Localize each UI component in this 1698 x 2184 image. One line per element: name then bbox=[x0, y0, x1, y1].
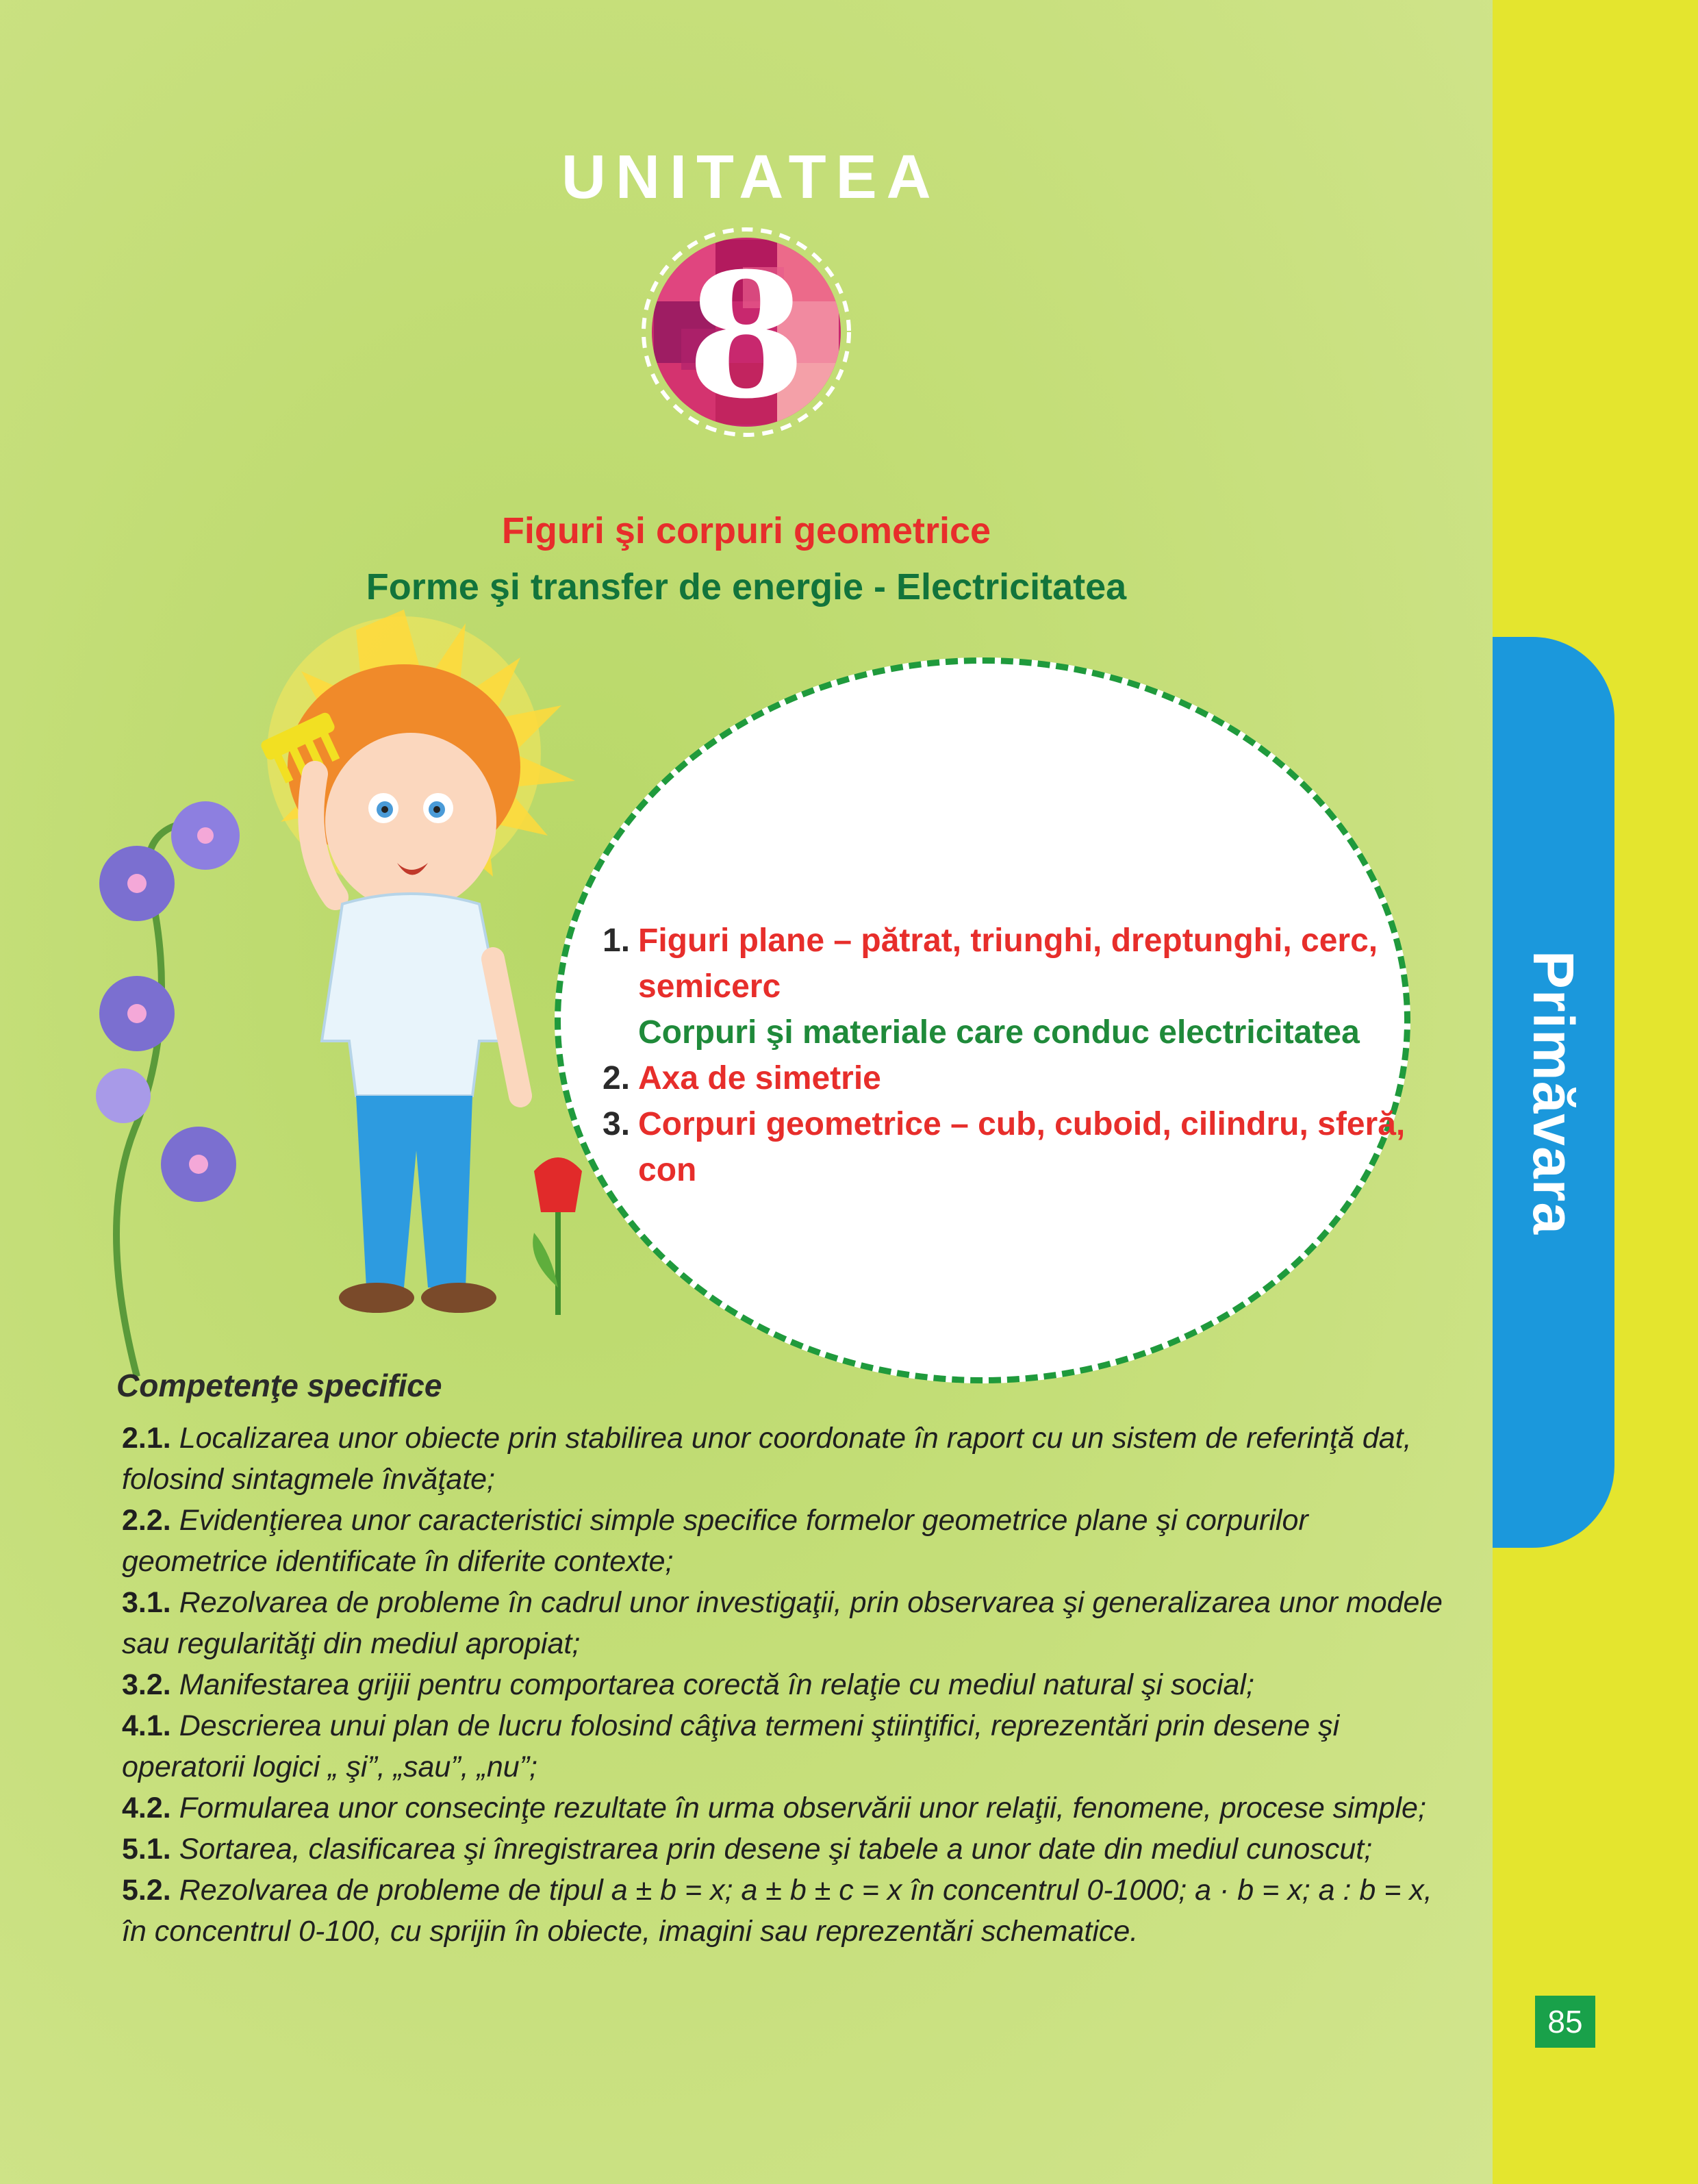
unit-number-badge bbox=[640, 226, 852, 438]
jeans bbox=[356, 1096, 472, 1288]
competence-item bbox=[122, 1787, 1457, 1829]
left-shoe bbox=[339, 1283, 414, 1313]
competence-text: Rezolvarea de probleme în cadrul unor investigaţii, prin observarea şi generalizarea unor modele sau regularităţi din mediul apropiat; bbox=[122, 1586, 1443, 1660]
competence-text: Sortarea, clasificarea şi înregistrarea prin desene şi tabele a unor date din mediul cunoscut; bbox=[179, 1833, 1373, 1866]
unit-number: 8 bbox=[687, 235, 806, 436]
competences-list bbox=[122, 1418, 1457, 1952]
title-math: Figuri şi corpuri geometrice bbox=[501, 510, 991, 551]
lesson-item-2 bbox=[603, 1055, 1410, 1101]
lower-arm bbox=[493, 959, 520, 1096]
competence-code: 3.2. bbox=[122, 1668, 171, 1701]
competence-code: 3.1. bbox=[122, 1586, 171, 1619]
competence-code: 4.2. bbox=[122, 1792, 171, 1824]
competence-text: Descrierea unui plan de lucru folosind câţiva termeni ştiinţifici, reprezentări prin desene şi operatorii logici „ şi”, „sau”, „nu”; bbox=[122, 1709, 1340, 1783]
competence-text: Evidenţierea unor caracteristici simple specifice formelor geometrice plane şi corpurilor geometrice identificate în diferite contexte; bbox=[122, 1504, 1308, 1578]
face bbox=[325, 733, 496, 911]
morning-glory-flowers bbox=[96, 801, 240, 1202]
competence-text: Rezolvarea de probleme de tipul a ± b = x; a ± b ± c = x în concentrul 0-1000; a · b = x; a : b = x, în concentrul 0-100, cu sprijin în obiecte, imagini sau reprezentări schematice. bbox=[122, 1874, 1432, 1948]
competence-item bbox=[122, 1418, 1457, 1500]
title-science: Forme şi transfer de energie - Electricitatea bbox=[366, 566, 1127, 607]
side-tab-label-wrap bbox=[1493, 637, 1614, 1548]
lesson-number: 1. bbox=[603, 922, 631, 959]
competence-text: Manifestarea grijii pentru comportarea corectă în relaţie cu mediul natural şi social; bbox=[179, 1668, 1254, 1701]
tulip-flower bbox=[533, 1157, 582, 1315]
competence-item bbox=[122, 1500, 1457, 1582]
competence-text: Localizarea unor obiecte prin stabilirea unor coordonate în raport cu un sistem de referinţă dat, folosind sintagmele învăţate; bbox=[122, 1422, 1412, 1496]
competence-text: Formularea unor consecinţe rezultate în urma observării unor relaţii, fenomene, procese simple; bbox=[179, 1792, 1426, 1824]
competence-code: 5.1. bbox=[122, 1833, 171, 1866]
competence-code: 4.1. bbox=[122, 1709, 171, 1742]
lessons-list bbox=[603, 918, 1410, 1193]
competence-item bbox=[122, 1829, 1457, 1870]
lesson-item-3 bbox=[603, 1101, 1410, 1193]
right-shoe bbox=[421, 1283, 496, 1313]
unit-label: UNITATEA bbox=[561, 143, 941, 212]
competence-item bbox=[122, 1664, 1457, 1705]
competence-item bbox=[122, 1582, 1457, 1664]
page-number: 85 bbox=[1535, 1996, 1595, 2048]
child-illustration bbox=[55, 603, 603, 1377]
lesson-number: 3. bbox=[603, 1106, 631, 1142]
shirt bbox=[322, 894, 507, 1096]
competence-code: 2.2. bbox=[122, 1504, 171, 1537]
lesson-text: Corpuri geometrice – cub, cuboid, cilindru, sferă, con bbox=[638, 1106, 1406, 1188]
competence-code: 5.2. bbox=[122, 1874, 171, 1907]
side-tab-label: Primăvara bbox=[1521, 950, 1586, 1235]
lesson-text: Axa de simetrie bbox=[638, 1060, 881, 1096]
competences-title: Competenţe specifice bbox=[116, 1368, 442, 1403]
competence-item bbox=[122, 1870, 1457, 1952]
lesson-text: Figuri plane – pătrat, triunghi, dreptunghi, cerc, semicerc bbox=[638, 922, 1378, 1005]
competence-code: 2.1. bbox=[122, 1422, 171, 1455]
lesson-text: Corpuri şi materiale care conduc electricitatea bbox=[638, 1014, 1360, 1051]
competence-item bbox=[122, 1705, 1457, 1787]
lesson-item-1 bbox=[603, 918, 1410, 1055]
lesson-number: 2. bbox=[603, 1060, 631, 1096]
